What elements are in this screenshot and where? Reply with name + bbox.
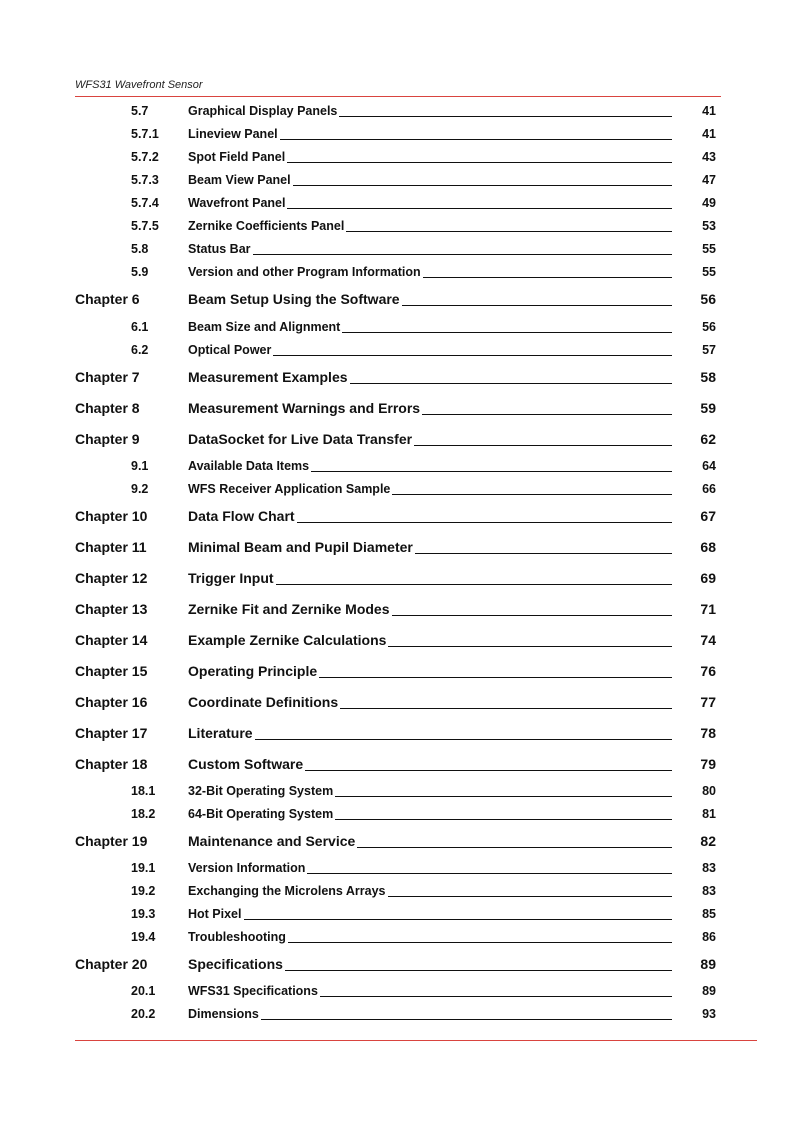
toc-leader-line [339,116,672,117]
toc-entry-number: 18.2 [131,807,156,821]
toc-entry-page-number[interactable]: 59 [700,400,716,416]
toc-entry-number: 5.7.5 [131,219,159,233]
toc-entry-page-number[interactable]: 47 [702,173,716,187]
toc-leader-line [293,185,672,186]
toc-chapter-entry[interactable] [0,692,793,712]
toc-leader-line [342,332,672,333]
toc-entry-page-number[interactable]: 76 [700,663,716,679]
toc-entry-number: 6.1 [131,320,149,334]
toc-entry-number: 5.7.3 [131,173,159,187]
toc-entry-page-number[interactable]: 64 [702,459,716,473]
toc-entry-page-number[interactable]: 66 [702,482,716,496]
toc-entry-title[interactable]: Operating Principle [188,663,318,679]
toc-section-entry[interactable] [0,101,793,121]
toc-entry-title[interactable]: Wavefront Panel [188,196,286,210]
toc-entry-title[interactable]: DataSocket for Live Data Transfer [188,431,413,447]
toc-entry-page-number[interactable]: 81 [702,807,716,821]
toc-entry-page-number[interactable]: 86 [702,930,716,944]
toc-entry-page-number[interactable]: 83 [702,861,716,875]
toc-section-entry[interactable] [0,124,793,144]
toc-section-entry[interactable] [0,262,793,282]
toc-entry-title[interactable]: Dimensions [188,1007,259,1021]
toc-chapter-entry[interactable] [0,723,793,743]
toc-entry-page-number[interactable]: 79 [700,756,716,772]
toc-section-entry[interactable] [0,317,793,337]
toc-entry-number: Chapter 17 [75,725,148,741]
toc-section-entry[interactable] [0,1004,793,1024]
running-header: WFS31 Wavefront Sensor [75,79,203,91]
toc-entry-title[interactable]: Exchanging the Microlens Arrays [188,884,386,898]
toc-entry-title[interactable]: Lineview Panel [188,127,278,141]
toc-leader-line [305,770,672,771]
toc-entry-page-number[interactable]: 80 [702,784,716,798]
toc-leader-line [388,896,672,897]
toc-leader-line [273,355,672,356]
toc-entry-title[interactable]: Zernike Coefficients Panel [188,219,345,233]
toc-entry-title[interactable]: Maintenance and Service [188,833,356,849]
toc-leader-line [297,522,672,523]
toc-section-entry[interactable] [0,193,793,213]
toc-section-entry[interactable] [0,781,793,801]
footer-divider [75,1040,757,1041]
toc-entry-number: 6.2 [131,343,149,357]
toc-section-entry[interactable] [0,239,793,259]
toc-entry-number: Chapter 18 [75,756,148,772]
toc-chapter-entry[interactable] [0,954,793,974]
toc-chapter-entry[interactable] [0,398,793,418]
toc-entry-number: Chapter 20 [75,956,148,972]
toc-entry-page-number[interactable]: 55 [702,265,716,279]
toc-entry-page-number[interactable]: 71 [700,601,716,617]
toc-entry-page-number[interactable]: 85 [702,907,716,921]
toc-entry-number: 20.1 [131,984,156,998]
toc-entry-title[interactable]: Hot Pixel [188,907,242,921]
toc-entry-title[interactable]: Spot Field Panel [188,150,286,164]
toc-leader-line [320,996,672,997]
toc-chapter-entry[interactable] [0,599,793,619]
toc-entry-title[interactable]: Measurement Examples [188,369,348,385]
toc-entry-title[interactable]: Version and other Program Information [188,265,421,279]
toc-entry-number: 5.9 [131,265,149,279]
toc-entry-title[interactable]: Version Information [188,861,306,875]
toc-entry-title[interactable]: Beam View Panel [188,173,291,187]
toc-section-entry[interactable] [0,147,793,167]
header-divider [75,96,721,97]
toc-entry-number: Chapter 11 [75,539,147,555]
toc-leader-line [288,942,672,943]
toc-section-entry[interactable] [0,904,793,924]
toc-leader-line [388,646,672,647]
toc-section-entry[interactable] [0,216,793,236]
toc-chapter-entry[interactable] [0,831,793,851]
toc-chapter-entry[interactable] [0,537,793,557]
toc-leader-line [335,796,672,797]
toc-entry-title[interactable]: Status Bar [188,242,251,256]
toc-entry-page-number[interactable]: 53 [702,219,716,233]
toc-leader-line [414,445,672,446]
toc-entry-number: 19.4 [131,930,156,944]
toc-entry-title[interactable]: Available Data Items [188,459,310,473]
toc-leader-line [422,414,672,415]
toc-entry-title[interactable]: Data Flow Chart [188,508,295,524]
toc-leader-line [340,708,672,709]
toc-entry-title[interactable]: WFS31 Specifications [188,984,318,998]
toc-leader-line [402,305,672,306]
toc-section-entry[interactable] [0,170,793,190]
toc-section-entry[interactable] [0,479,793,499]
toc-entry-title[interactable]: 32-Bit Operating System [188,784,334,798]
toc-chapter-entry[interactable] [0,506,793,526]
toc-leader-line [261,1019,672,1020]
toc-section-entry[interactable] [0,927,793,947]
toc-entry-number: 5.7.4 [131,196,159,210]
toc-leader-line [285,970,672,971]
toc-entry-page-number[interactable]: 82 [700,833,716,849]
toc-leader-line [350,383,672,384]
toc-entry-page-number[interactable]: 43 [702,150,716,164]
toc-chapter-entry[interactable] [0,429,793,449]
toc-entry-title[interactable]: Optical Power [188,343,272,357]
toc-entry-title[interactable]: Trigger Input [188,570,274,586]
toc-entry-number: Chapter 10 [75,508,148,524]
toc-leader-line [287,162,672,163]
toc-entry-title[interactable]: Troubleshooting [188,930,286,944]
toc-leader-line [307,873,672,874]
toc-leader-line [287,208,672,209]
toc-entry-number: Chapter 12 [75,570,148,586]
toc-entry-title[interactable]: Example Zernike Calculations [188,632,387,648]
toc-chapter-entry[interactable] [0,754,793,774]
toc-entry-title[interactable]: Zernike Fit and Zernike Modes [188,601,390,617]
toc-section-entry[interactable] [0,456,793,476]
toc-leader-line [423,277,672,278]
toc-entry-title[interactable]: Specifications [188,956,283,972]
toc-section-entry[interactable] [0,340,793,360]
toc-entry-page-number[interactable]: 89 [700,956,716,972]
toc-entry-number: Chapter 9 [75,431,140,447]
toc-section-entry[interactable] [0,804,793,824]
toc-entry-page-number[interactable]: 93 [702,1007,716,1021]
toc-entry-number: 19.2 [131,884,156,898]
toc-leader-line [392,494,672,495]
toc-entry-title[interactable]: Minimal Beam and Pupil Diameter [188,539,413,555]
toc-chapter-entry[interactable] [0,661,793,681]
toc-leader-line [253,254,672,255]
toc-leader-line [276,584,672,585]
toc-leader-line [392,615,672,616]
toc-chapter-entry[interactable] [0,630,793,650]
toc-entry-title[interactable]: Beam Setup Using the Software [188,291,400,307]
toc-entry-number: 18.1 [131,784,156,798]
toc-entry-number: 5.7.2 [131,150,159,164]
toc-entry-number: Chapter 6 [75,291,140,307]
toc-entry-page-number[interactable]: 83 [702,884,716,898]
toc-entry-number: Chapter 8 [75,400,140,416]
toc-entry-number: 5.7.1 [131,127,159,141]
toc-leader-line [280,139,672,140]
toc-leader-line [311,471,672,472]
toc-entry-number: 5.7 [131,104,149,118]
toc-entry-page-number[interactable]: 41 [702,104,716,118]
toc-entry-number: 20.2 [131,1007,156,1021]
toc-entry-page-number[interactable]: 55 [702,242,716,256]
toc-section-entry[interactable] [0,881,793,901]
toc-chapter-entry[interactable] [0,568,793,588]
toc-entry-page-number[interactable]: 74 [700,632,716,648]
toc-entry-page-number[interactable]: 69 [700,570,716,586]
toc-entry-page-number[interactable]: 57 [702,343,716,357]
toc-leader-line [415,553,672,554]
toc-leader-line [346,231,672,232]
toc-entry-page-number[interactable]: 78 [700,725,716,741]
toc-entry-title[interactable]: Literature [188,725,253,741]
toc-entry-page-number[interactable]: 58 [700,369,716,385]
toc-entry-number: 19.1 [131,861,156,875]
toc-section-entry[interactable] [0,858,793,878]
toc-entry-title[interactable]: Custom Software [188,756,304,772]
toc-entry-page-number[interactable]: 56 [702,320,716,334]
toc-entry-page-number[interactable]: 68 [700,539,716,555]
toc-entry-title[interactable]: Measurement Warnings and Errors [188,400,421,416]
toc-entry-number: Chapter 13 [75,601,148,617]
toc-entry-number: 9.2 [131,482,149,496]
toc-entry-number: Chapter 15 [75,663,148,679]
toc-entry-number: 19.3 [131,907,156,921]
toc-leader-line [335,819,672,820]
toc-entry-number: Chapter 7 [75,369,140,385]
toc-entry-title[interactable]: Coordinate Definitions [188,694,339,710]
toc-entry-title[interactable]: 64-Bit Operating System [188,807,334,821]
toc-entry-title[interactable]: WFS Receiver Application Sample [188,482,391,496]
toc-entry-number: 9.1 [131,459,149,473]
toc-entry-page-number[interactable]: 67 [700,508,716,524]
toc-leader-line [244,919,672,920]
toc-entry-number: Chapter 14 [75,632,148,648]
toc-entry-number: 5.8 [131,242,149,256]
toc-leader-line [255,739,672,740]
toc-entry-page-number[interactable]: 77 [700,694,716,710]
toc-entry-number: Chapter 16 [75,694,148,710]
toc-entry-number: Chapter 19 [75,833,148,849]
toc-entry-page-number[interactable]: 62 [700,431,716,447]
toc-entry-page-number[interactable]: 49 [702,196,716,210]
toc-entry-page-number[interactable]: 89 [702,984,716,998]
toc-leader-line [357,847,672,848]
toc-leader-line [319,677,672,678]
toc-entry-page-number[interactable]: 56 [700,291,716,307]
toc-chapter-entry[interactable] [0,289,793,309]
toc-entry-title[interactable]: Graphical Display Panels [188,104,338,118]
toc-section-entry[interactable] [0,981,793,1001]
toc-entry-page-number[interactable]: 41 [702,127,716,141]
toc-entry-title[interactable]: Beam Size and Alignment [188,320,341,334]
toc-chapter-entry[interactable] [0,367,793,387]
